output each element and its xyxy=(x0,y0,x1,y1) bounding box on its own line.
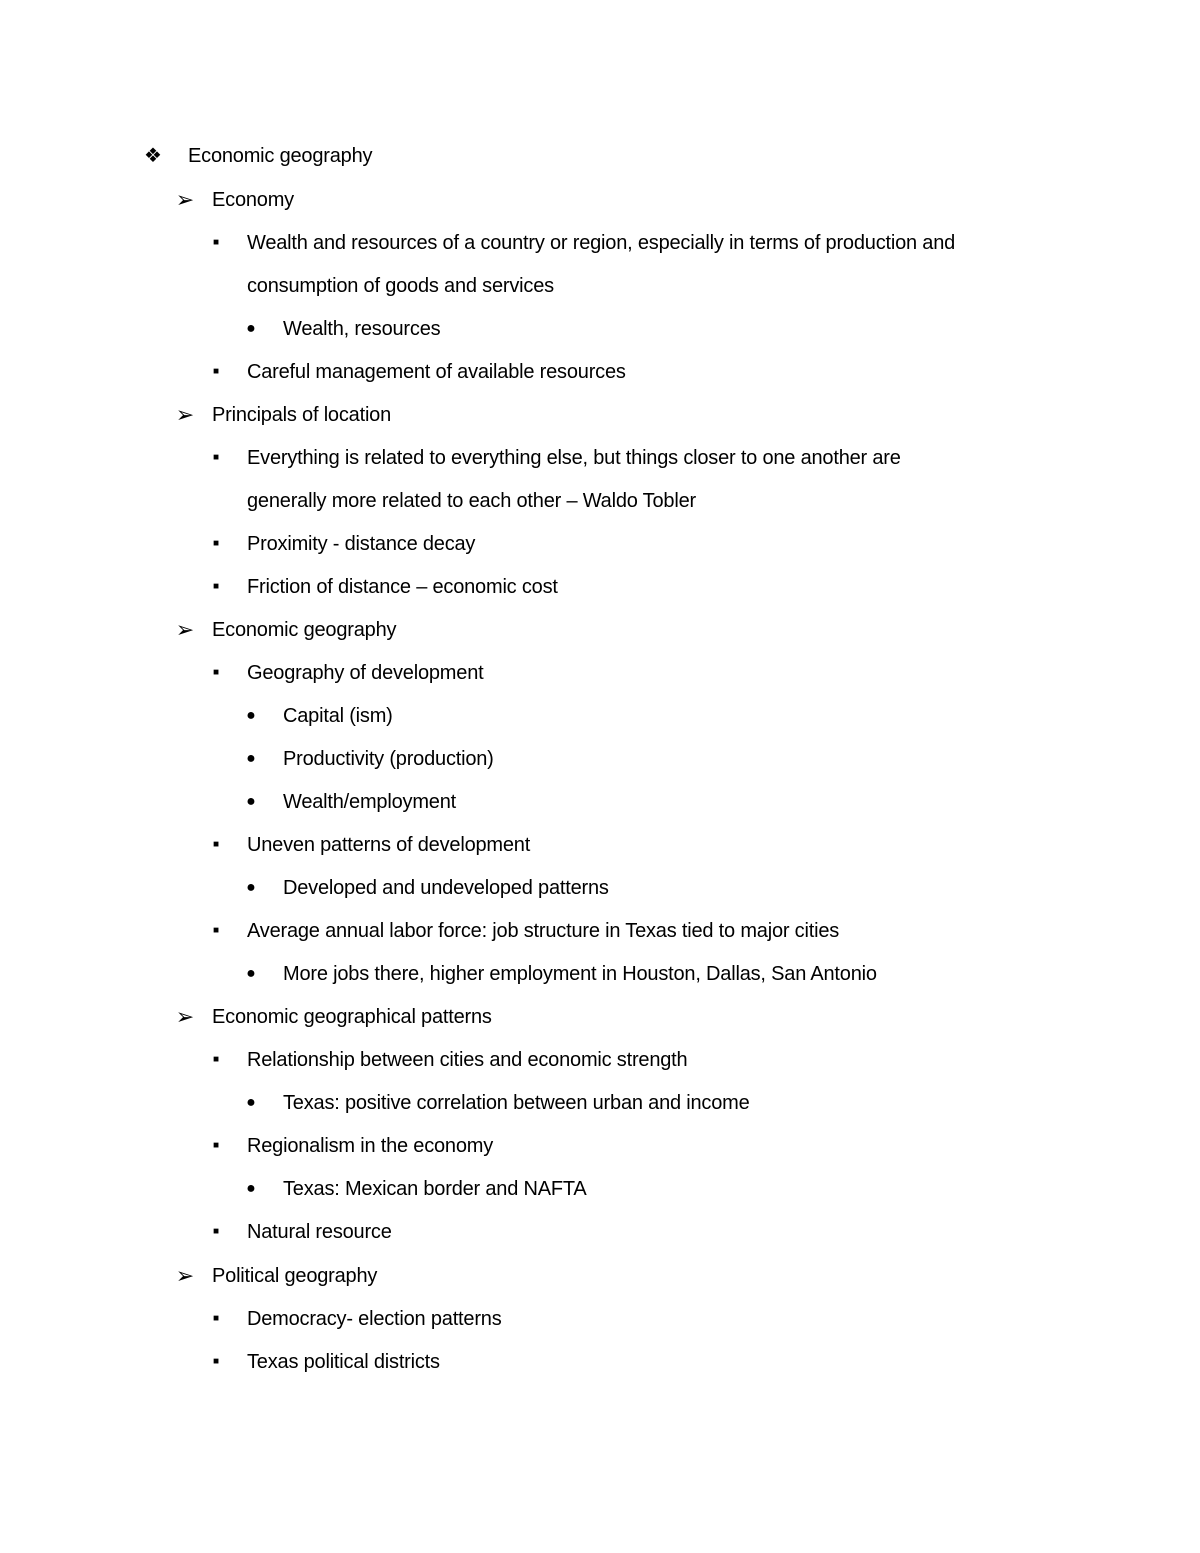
outline-text: consumption of goods and services xyxy=(247,275,554,297)
dot-bullet-icon: ● xyxy=(246,320,256,337)
arrow-bullet-icon: ➢ xyxy=(175,187,195,212)
square-bullet-icon: ■ xyxy=(212,1140,220,1151)
dot-bullet-icon: ● xyxy=(246,1180,256,1197)
outline-text: Wealth and resources of a country or region, especially in terms of production and xyxy=(247,232,956,254)
outline-text: Everything is related to everything else, but things closer to one another are xyxy=(247,447,901,469)
square-bullet-icon: ■ xyxy=(212,538,220,549)
square-bullet-icon: ■ xyxy=(212,237,220,248)
square-bullet-icon: ■ xyxy=(212,366,220,377)
square-bullet-icon: ■ xyxy=(212,452,220,463)
square-bullet-icon: ■ xyxy=(212,581,220,592)
outline-text: Uneven patterns of development xyxy=(247,834,531,856)
outline-text: Texas: positive correlation between urban and income xyxy=(283,1092,750,1114)
outline-text: Political geography xyxy=(212,1265,378,1287)
arrow-bullet-icon: ➢ xyxy=(175,617,195,642)
outline-text: More jobs there, higher employment in Houston, Dallas, San Antonio xyxy=(283,963,877,985)
outline-text: Developed and undeveloped patterns xyxy=(283,877,609,899)
square-bullet-icon: ■ xyxy=(212,1313,220,1324)
outline-text: Productivity (production) xyxy=(283,748,494,770)
outline-text: Regionalism in the economy xyxy=(247,1135,494,1157)
outline-text: Texas political districts xyxy=(247,1351,440,1373)
dot-bullet-icon: ● xyxy=(246,879,256,896)
square-bullet-icon: ■ xyxy=(212,1356,220,1367)
square-bullet-icon: ■ xyxy=(212,839,220,850)
outline-text: Principals of location xyxy=(212,404,392,426)
outline-text: Proximity - distance decay xyxy=(247,533,476,555)
outline-text: Geography of development xyxy=(247,662,484,684)
dot-bullet-icon: ● xyxy=(246,707,256,724)
outline-text: Careful management of available resources xyxy=(247,361,626,383)
outline-text: Average annual labor force: job structure in Texas tied to major cities xyxy=(247,920,840,942)
outline-text: Economy xyxy=(212,189,294,211)
outline-text: Relationship between cities and economic strength xyxy=(247,1049,688,1071)
outline-text: Economic geographical patterns xyxy=(212,1006,492,1028)
outline-text: Wealth/employment xyxy=(283,791,456,813)
outline-text: Capital (ism) xyxy=(283,705,393,727)
outline-text: Texas: Mexican border and NAFTA xyxy=(283,1178,587,1200)
dot-bullet-icon: ● xyxy=(246,750,256,767)
outline-text: Wealth, resources xyxy=(283,318,441,340)
outline-text: Natural resource xyxy=(247,1221,392,1243)
dot-bullet-icon: ● xyxy=(246,793,256,810)
outline-text: Economic geography xyxy=(188,145,373,167)
outline-text: Friction of distance – economic cost xyxy=(247,576,558,598)
diamond-bullet-icon: ❖ xyxy=(144,145,162,167)
outline-text: Economic geography xyxy=(212,619,397,641)
square-bullet-icon: ■ xyxy=(212,1054,220,1065)
square-bullet-icon: ■ xyxy=(212,925,220,936)
dot-bullet-icon: ● xyxy=(246,965,256,982)
arrow-bullet-icon: ➢ xyxy=(175,402,195,427)
outline-text: Democracy- election patterns xyxy=(247,1308,502,1330)
outline-text: generally more related to each other – Waldo Tobler xyxy=(247,490,696,512)
square-bullet-icon: ■ xyxy=(212,667,220,678)
arrow-bullet-icon: ➢ xyxy=(175,1263,195,1288)
dot-bullet-icon: ● xyxy=(246,1094,256,1111)
arrow-bullet-icon: ➢ xyxy=(175,1004,195,1029)
square-bullet-icon: ■ xyxy=(212,1226,220,1237)
